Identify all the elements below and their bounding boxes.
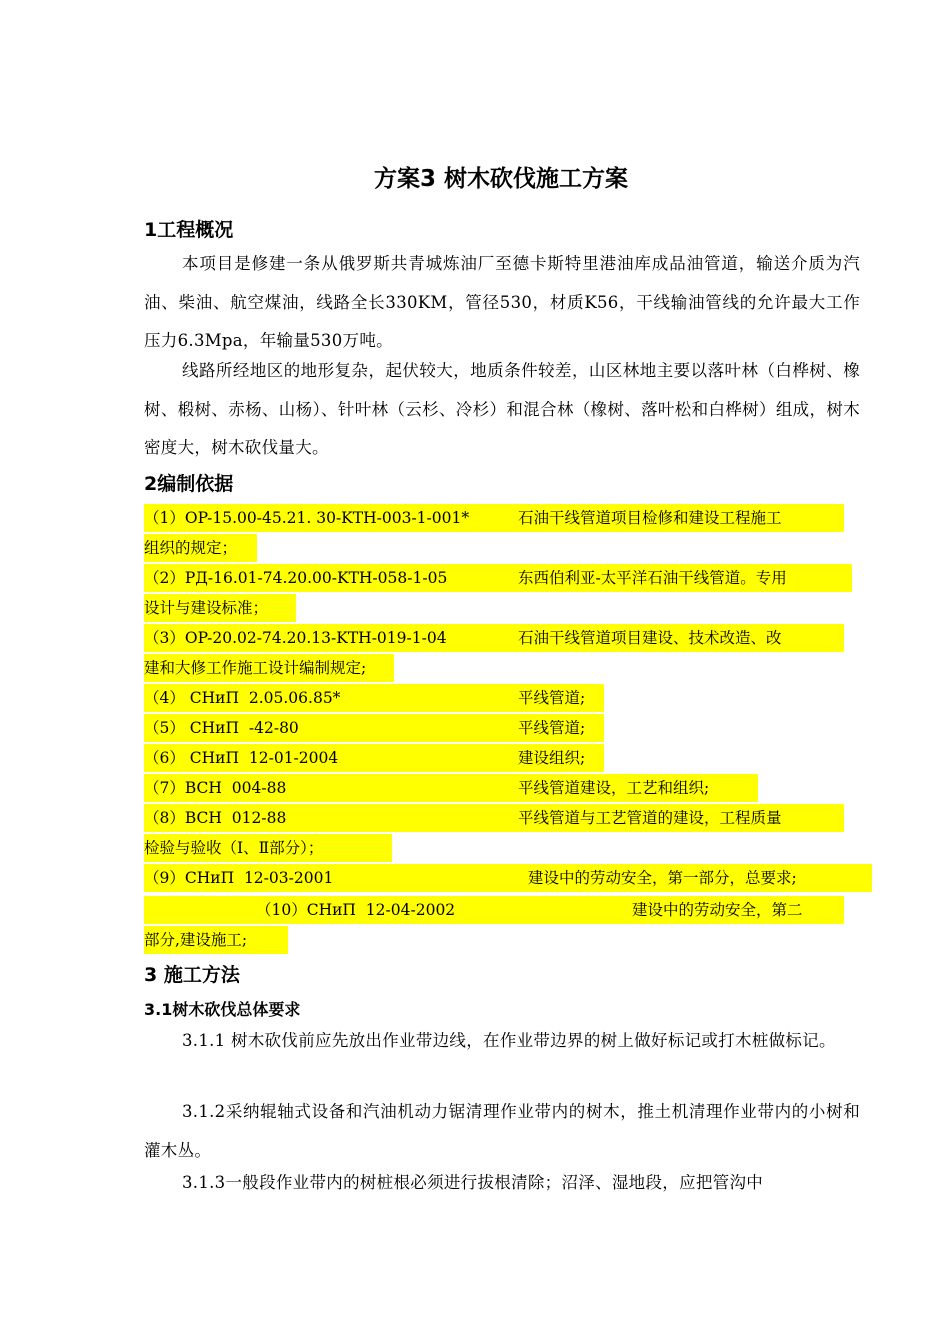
reference-title-continued: 检验与验收（Ⅰ、Ⅱ部分）； — [144, 839, 324, 857]
reference-title: 东西伯利亚-太平洋石油干线管道。专用 — [518, 569, 787, 587]
section-2-heading: 2编制依据 — [144, 473, 234, 495]
reference-title-continued: 部分,建设施工; — [144, 931, 248, 949]
reference-code: （6） СНиП 12-01-2004 — [144, 749, 339, 767]
clause-3-1-2: 3.1.2采纳辊轴式设备和汽油机动力锯清理作业带内的树木，推土机清理作业带内的小树和灌木丛。 — [144, 1102, 860, 1160]
section-1-paragraph-1: 本项目是修建一条从俄罗斯共青城炼油厂至德卡斯特里港油库成品油管道，输送介质为汽油、柴油、航空煤油，线路全长330KM，管径530，材质K56，干线输油管线的允许最大工作压力6.3Mpa，年输量530万吨。 — [144, 254, 860, 350]
reference-title-continued: 设计与建设标准； — [144, 599, 269, 617]
reference-item-8-continued — [144, 834, 392, 862]
reference-code: （7）BCH 004-88 — [144, 779, 287, 797]
reference-code: （1）OP-15.00-45.21. 30-KTH-003-1-001* — [144, 509, 470, 527]
reference-item-5 — [144, 714, 604, 742]
reference-code: （5） СНиП -42-80 — [144, 719, 299, 737]
clause-3-1-3: 3.1.3一般段作业带内的树桩根必须进行拔根清除；沼泽、湿地段，应把管沟中 — [182, 1173, 764, 1192]
reference-title: 石油干线管道项目检修和建设工程施工 — [518, 509, 782, 527]
reference-title: 平线管道建设，工艺和组织; — [518, 779, 710, 797]
reference-title: 平线管道与工艺管道的建设，工程质量 — [518, 809, 782, 827]
reference-item-1-continued — [144, 534, 257, 562]
reference-item-7 — [144, 774, 758, 802]
section-1-heading: 1工程概况 — [144, 219, 234, 241]
reference-code: （4） СНиП 2.05.06.85* — [144, 689, 341, 707]
reference-item-2-continued — [144, 594, 296, 622]
reference-item-10-continued — [144, 926, 288, 954]
reference-item-4 — [144, 684, 604, 712]
reference-item-1 — [144, 504, 844, 532]
reference-item-6 — [144, 744, 604, 772]
reference-code: （8）BCH 012-88 — [144, 809, 287, 827]
reference-item-2 — [144, 564, 852, 592]
reference-item-10 — [144, 896, 844, 924]
section-1-paragraph-2: 线路所经地区的地形复杂，起伏较大，地质条件较差，山区林地主要以落叶林（白桦树、橡树、椴树、赤杨、山杨）、针叶林（云杉、冷杉）和混合林（橡树、落叶松和白桦树）组成，树木密度大，树木砍伐量大。 — [144, 361, 860, 457]
reference-item-3-continued — [144, 654, 394, 682]
reference-code: （2）РД-16.01-74.20.00-KTH-058-1-05 — [144, 569, 448, 587]
reference-title-continued: 建和大修工作施工设计编制规定; — [144, 659, 367, 677]
section-3-heading: 3 施工方法 — [144, 964, 240, 986]
reference-code: （3）OP-20.02-74.20.13-KTH-019-1-04 — [144, 629, 447, 647]
reference-title: 平线管道; — [518, 719, 586, 737]
reference-item-9 — [144, 864, 872, 892]
reference-item-3 — [144, 624, 844, 652]
reference-title: 平线管道; — [518, 689, 586, 707]
reference-code: （10）СНиП 12-04-2002 — [256, 901, 456, 919]
document-title: 方案3 树木砍伐施工方案 — [373, 166, 628, 192]
reference-code: （9）СНиП 12-03-2001 — [144, 869, 334, 887]
subsection-3-1-heading: 3.1树木砍伐总体要求 — [144, 1000, 301, 1019]
reference-title: 建设组织; — [518, 749, 586, 767]
reference-title: 建设中的劳动安全，第一部分，总要求; — [528, 869, 797, 887]
reference-title-continued: 组织的规定； — [144, 539, 238, 557]
clause-3-1-1: 3.1.1 树木砍伐前应先放出作业带边线，在作业带边界的树上做好标记或打木桩做标记。 — [182, 1031, 836, 1050]
reference-item-8 — [144, 804, 844, 832]
reference-title: 石油干线管道项目建设、技术改造、改 — [518, 629, 782, 647]
reference-title: 建设中的劳动安全，第二 — [632, 901, 803, 919]
